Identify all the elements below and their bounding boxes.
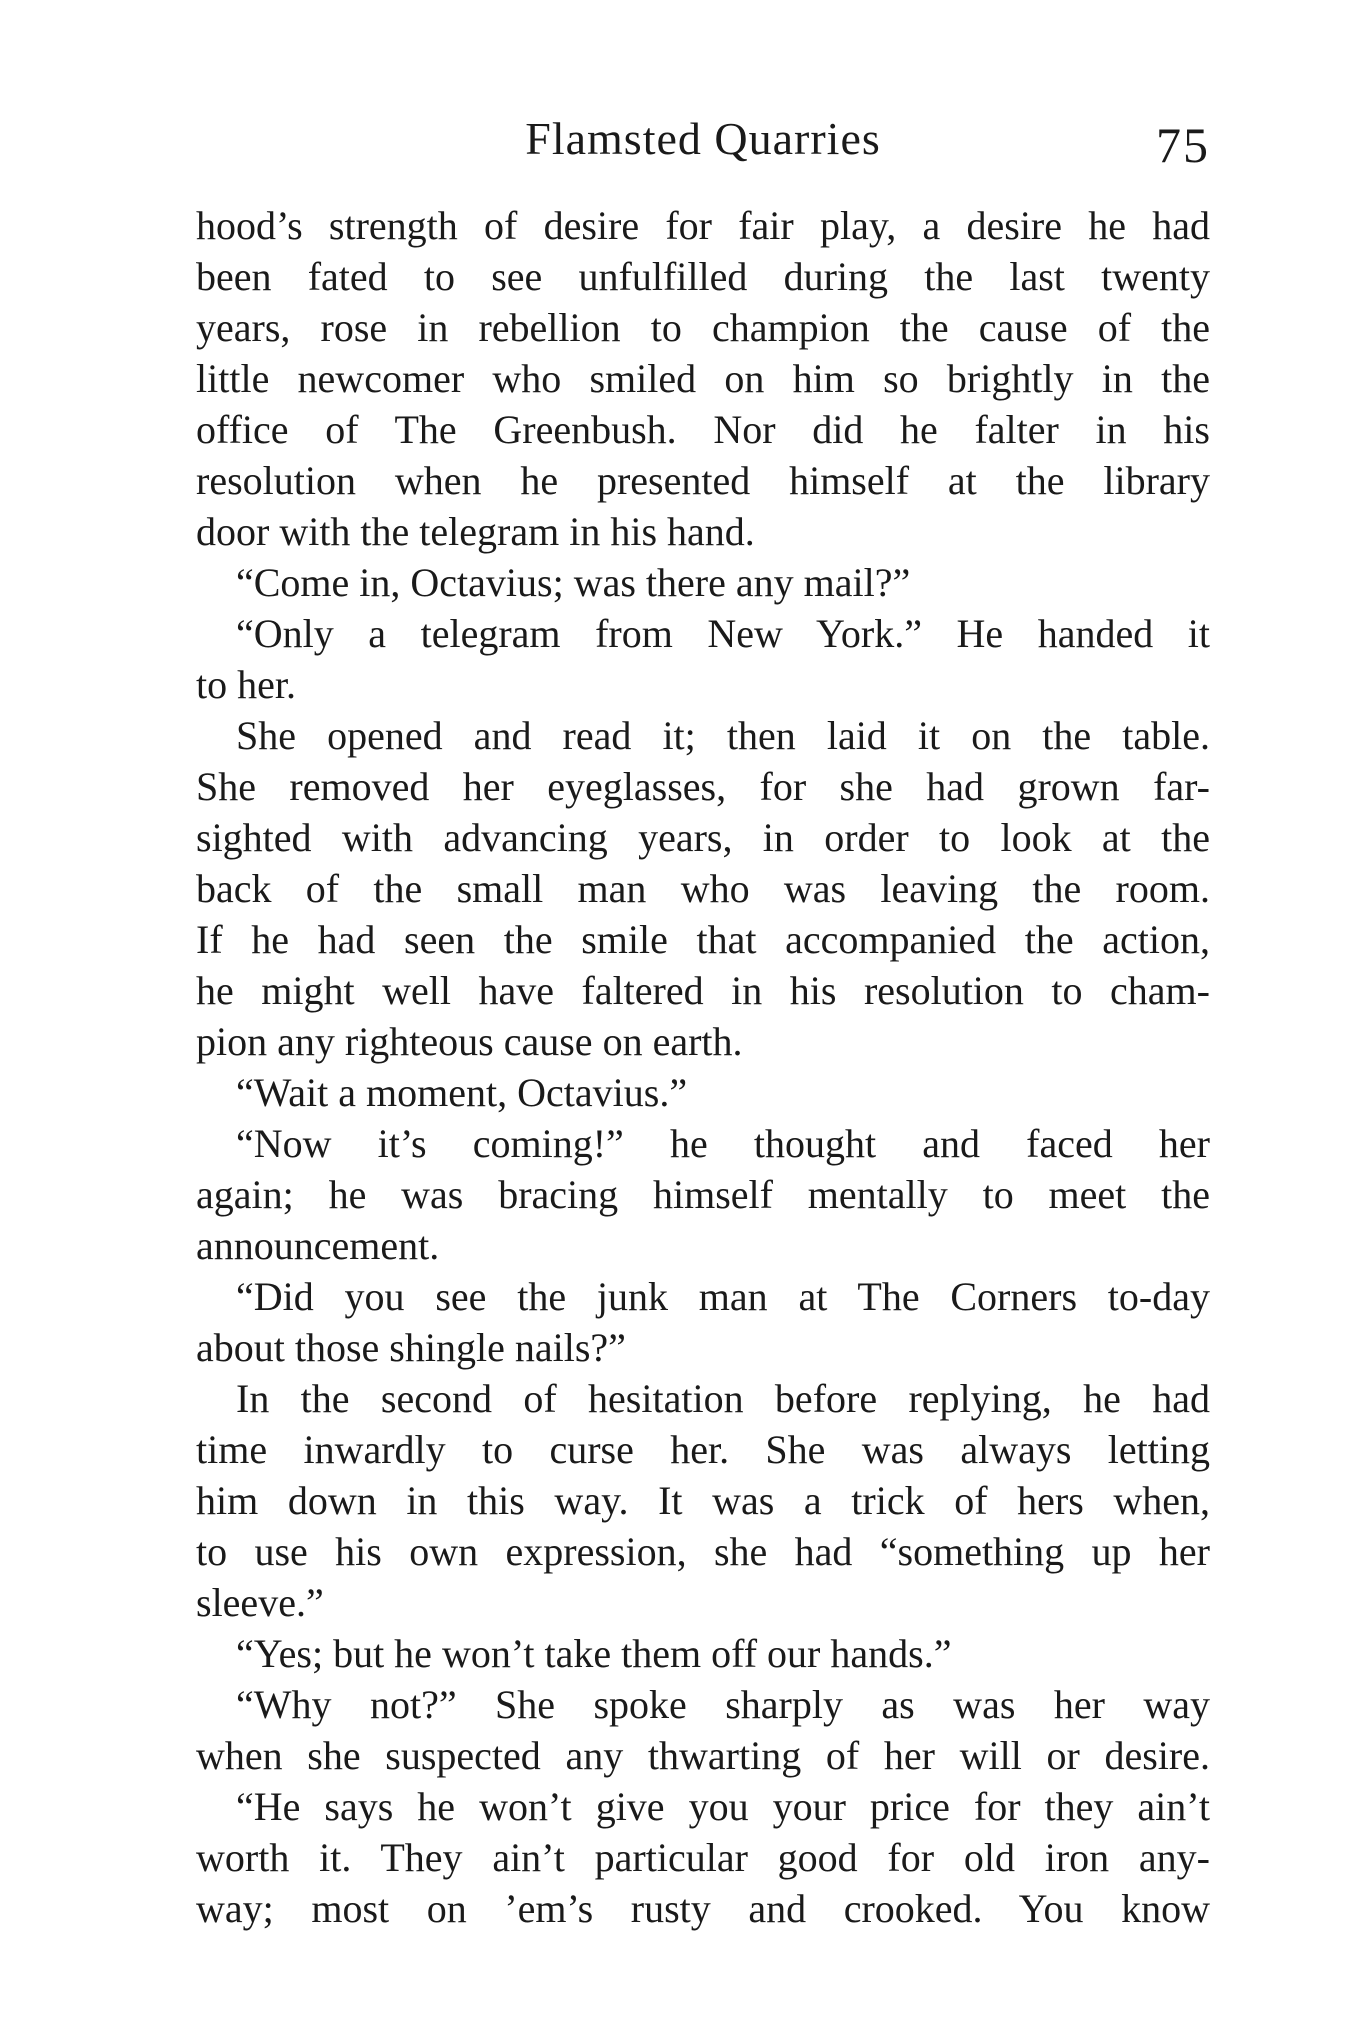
text-line: to her. xyxy=(196,662,296,707)
text-line: She opened and read it; then laid it on the table. xyxy=(236,713,1210,758)
text-line: announcement. xyxy=(196,1223,440,1268)
text-line: little newcomer who smiled on him so brightly in the xyxy=(196,356,1210,401)
text-line: resolution when he presented himself at the library xyxy=(196,458,1210,503)
text-line: been fated to see unfulfilled during the last twenty xyxy=(196,254,1210,299)
text-line: door with the telegram in his hand. xyxy=(196,509,755,554)
text-line: about those shingle nails?” xyxy=(196,1325,626,1370)
text-line: “Now it’s coming!” he thought and faced her xyxy=(236,1121,1210,1166)
text-line: when she suspected any thwarting of her will or desire. xyxy=(196,1733,1210,1778)
body-text xyxy=(196,200,1210,1934)
text-line: “Did you see the junk man at The Corners to-day xyxy=(236,1274,1210,1319)
text-line: time inwardly to curse her. She was always letting xyxy=(196,1427,1210,1472)
text-line: If he had seen the smile that accompanied the action, xyxy=(196,917,1210,962)
text-line: hood’s strength of desire for fair play, a desire he had xyxy=(196,203,1210,248)
text-line: to use his own expression, she had “something up her xyxy=(196,1529,1210,1574)
text-line: In the second of hesitation before replying, he had xyxy=(236,1376,1210,1421)
text-line: pion any righteous cause on earth. xyxy=(196,1019,743,1064)
text-line: him down in this way. It was a trick of hers when, xyxy=(196,1478,1210,1523)
text-line: “Yes; but he won’t take them off our hands.” xyxy=(236,1631,952,1676)
text-line: way; most on ’em’s rusty and crooked. You know xyxy=(196,1886,1210,1931)
text-line: “Wait a moment, Octavius.” xyxy=(236,1070,688,1115)
running-title: Flamsted Quarries xyxy=(525,113,881,164)
text-line: “Only a telegram from New York.” He handed it xyxy=(236,611,1210,656)
text-line: worth it. They ain’t particular good for old iron any- xyxy=(196,1835,1210,1880)
text-line: office of The Greenbush. Nor did he falter in his xyxy=(196,407,1210,452)
text-line: “He says he won’t give you your price for they ain’t xyxy=(236,1784,1210,1829)
text-line: back of the small man who was leaving the room. xyxy=(196,866,1210,911)
running-head xyxy=(196,112,1210,182)
text-line: again; he was bracing himself mentally to meet the xyxy=(196,1172,1210,1217)
text-line: years, rose in rebellion to champion the cause of the xyxy=(196,305,1210,350)
text-line: She removed her eyeglasses, for she had grown far- xyxy=(196,764,1210,809)
text-line: “Why not?” She spoke sharply as was her way xyxy=(236,1682,1210,1727)
page-number: 75 xyxy=(1156,117,1210,173)
text-line: sleeve.” xyxy=(196,1580,324,1625)
text-line: “Come in, Octavius; was there any mail?” xyxy=(236,560,911,605)
text-line: he might well have faltered in his resolution to cham- xyxy=(196,968,1210,1013)
text-line: sighted with advancing years, in order to look at the xyxy=(196,815,1210,860)
